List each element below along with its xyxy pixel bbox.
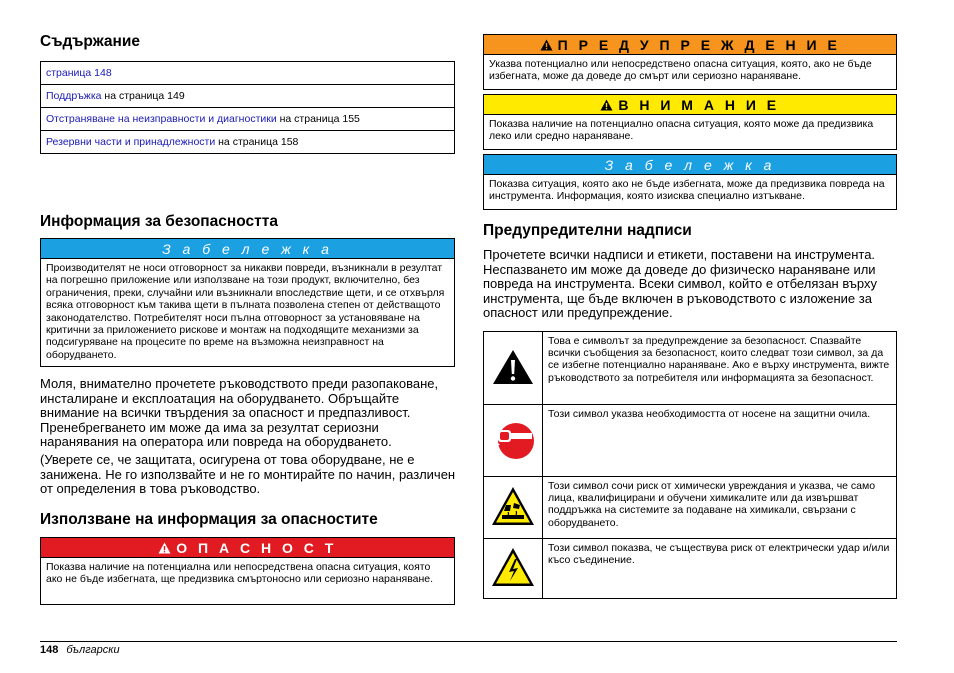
warning-label: П Р Е Д У П Р Е Ж Д Е Н И Е: [557, 36, 841, 53]
toc-title: Съдържание: [40, 33, 141, 50]
safety-title: Информация за безопасността: [40, 213, 278, 230]
toc-page-ref: на страница 155: [276, 113, 360, 125]
caution-header: [484, 95, 896, 115]
symbol-text: Този символ показва, че съществува риск от електрически удар и/или късо съединение.: [543, 539, 897, 599]
symbol-row: [484, 405, 897, 477]
toc-link[interactable]: Отстраняване на неизправности и диагностики: [46, 113, 277, 125]
symbol-text: Този символ указва необходимостта от носене на защитни очила.: [543, 405, 897, 477]
chemical-hazard-icon: [490, 485, 536, 527]
toc-link[interactable]: Поддръжка: [46, 90, 102, 102]
footer-divider: [40, 641, 897, 642]
electrical-hazard-icon: [490, 546, 536, 588]
danger-box: [40, 537, 455, 605]
toc-row: [41, 131, 455, 154]
toc-table: [40, 61, 455, 154]
labels-intro: Прочетете всички надписи и етикети, поставени на инструмента. Неспазването им може да доведе до физическо нараняване или повреда на инструмента. Всеки символ, който е отбелязан върху инструмента, ще бъде включен в ръководството с изложение за опасност или предупреждение.: [483, 247, 878, 321]
danger-header: [41, 538, 454, 558]
warning-text: Указва потенциално или непосредствено опасна ситуация, която, ако не бъде избегната, може да доведе до смърт или сериозно нараняване.: [489, 58, 872, 83]
symbol-row: [484, 539, 897, 599]
caution-label: В Н И М А Н И Е: [618, 96, 780, 113]
notice-header: З а б е л е ж к а: [484, 155, 896, 175]
page-number: 148: [40, 644, 59, 656]
danger-label: О П А С Н О С Т: [176, 539, 337, 556]
symbol-text: Този символ сочи риск от химически увреждания и указва, че само лица, квалифицирани и обучени химикалите или да извършват поддръжка на системите за подаване на химикали, свързани с оборудването.: [543, 477, 897, 539]
labels-title: Предупредителни надписи: [483, 222, 692, 239]
warning-box: [483, 34, 897, 90]
note-header: З а б е л е ж к а: [41, 239, 454, 259]
note-text: Производителят не носи отговорност за никакви повреди, възникнали в резултат на погрешно приложение или използване на този продукт, включително, без ограничения, преки, случайни или възникнали впоследствие щети, и се отхвърля всяка отговорност към такива щети в пълната позволена степен от действащото законодателство. Потребителят носи пълна отговорност за установяване на критични за приложението рискове и монтаж на подходящите механизми за подсигуряване на процесите по време на възможна неизправност на оборудването.: [46, 262, 445, 361]
safety-paragraph-1: Моля, внимателно прочетете ръководството преди разопаковане, инсталиране и експлоатация на оборудването. Обръщайте внимание на всички твърдения за опасност и предпазливост. Пренебрегването им може да има за резултат сериозни наранявания на оператора или повреда на оборудването.: [40, 376, 439, 450]
toc-row: [41, 108, 455, 131]
toc-link[interactable]: Резервни части и принадлежности: [46, 136, 216, 148]
warning-triangle-icon: [158, 542, 171, 554]
symbols-table: [483, 331, 897, 599]
caution-text: Показва наличие на потенциално опасна ситуация, която може да предизвика леко или средно нараняване.: [489, 118, 874, 143]
footer-language: български: [66, 644, 120, 656]
symbol-row: [484, 332, 897, 405]
warning-triangle-icon: [600, 99, 613, 111]
notice-box: [483, 154, 897, 210]
danger-text: Показва наличие на потенциална или непосредствена опасна ситуация, която ако не бъде избегната, ще предизвика смъртоносно или сериозно нараняване.: [46, 561, 434, 586]
symbol-text: Това е символът за предупреждение за безопасност. Спазвайте всички съобщения за безопасност, които следват този символ, за да се избегне потенциално нараняване. Ако е върху инструмента, вижте ръководството за потребителя или информацията за безопасност.: [543, 332, 897, 405]
safety-note-box: [40, 238, 455, 367]
hazard-title: Използване на информация за опасностите: [40, 511, 378, 528]
warning-triangle-icon: [491, 348, 535, 386]
notice-text: Показва ситуация, която ако не бъде избегната, може да предизвика повреда на инструмента. Информация, която изисква специално изтъкване.: [489, 178, 885, 203]
safety-paragraph-2: (Уверете се, че защитата, осигурена от това оборудване, не е занижена. Не го използвайте и не го монтирайте по начин, различен от определения в това ръководство.: [40, 452, 456, 497]
toc-row: [41, 62, 455, 85]
toc-page-ref: на страница 158: [215, 136, 299, 148]
toc-row: [41, 85, 455, 108]
warning-triangle-icon: [540, 39, 553, 51]
page-footer: [40, 644, 120, 656]
safety-goggles-icon: [490, 409, 536, 469]
toc-link[interactable]: страница 148: [46, 67, 112, 79]
warning-header: [484, 35, 896, 55]
toc-page-ref: на страница 149: [101, 90, 185, 102]
caution-box: [483, 94, 897, 150]
symbol-row: [484, 477, 897, 539]
